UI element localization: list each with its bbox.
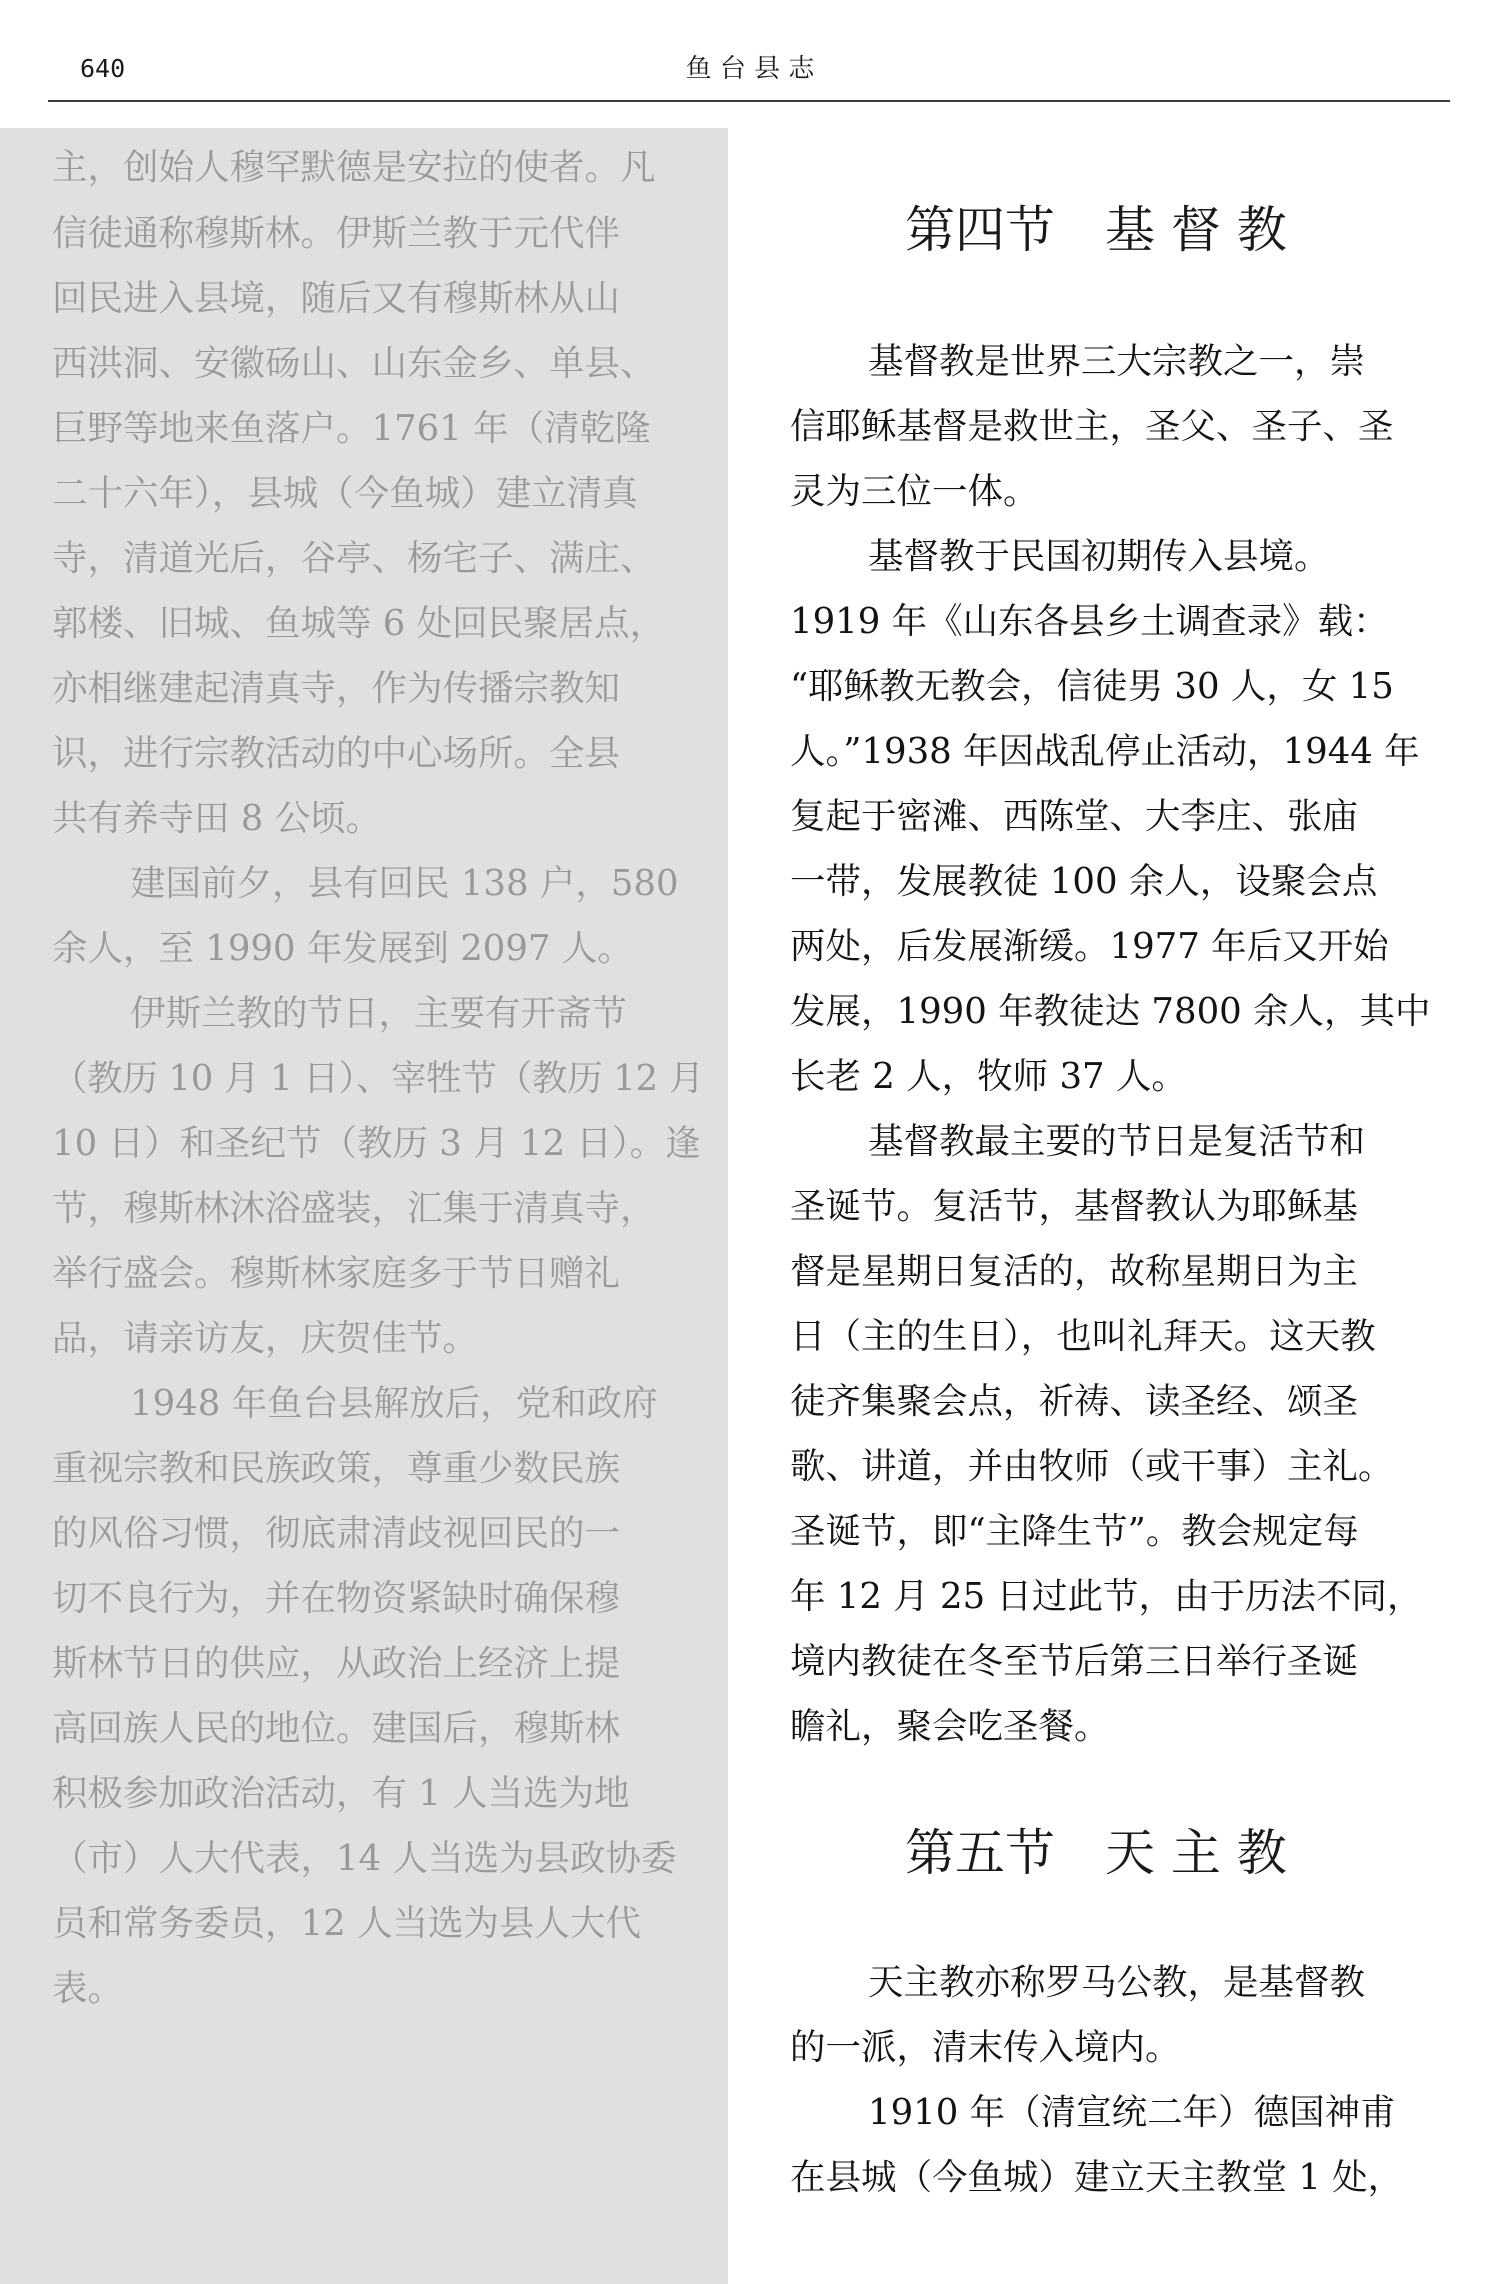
left-line: 巨野等地来鱼落户。1761 年（清乾隆 (52, 408, 651, 449)
left-line: 伊斯兰教的节日，主要有开斋节 (130, 993, 628, 1034)
right-line: 两处，后发展渐缓。1977 年后又开始 (790, 926, 1389, 967)
right-line: 年 12 月 25 日过此节，由于历法不同， (790, 1576, 1423, 1617)
left-line: 共有养寺田 8 公顷。 (52, 798, 382, 839)
left-line: 郭楼、旧城、鱼城等 6 处回民聚居点， (52, 603, 666, 644)
right-line: 徒齐集聚会点，祈祷、读圣经、颂圣 (790, 1381, 1359, 1422)
left-line: 斯林节日的供应，从政治上经济上提 (52, 1643, 621, 1684)
left-line: 表。 (52, 1968, 124, 2009)
left-line: 建国前夕，县有回民 138 户，580 (130, 863, 679, 904)
right-line: 基督教最主要的节日是复活节和 (868, 1121, 1366, 1162)
left-line: 切不良行为，并在物资紧缺时确保穆 (52, 1578, 621, 1619)
left-line: 信徒通称穆斯林。伊斯兰教于元代伴 (52, 213, 621, 254)
right-line: 督是星期日复活的，故称星期日为主 (790, 1251, 1359, 1292)
right-line: 一带，发展教徒 100 余人，设聚会点 (790, 861, 1378, 902)
left-line: 寺，清道光后，谷亭、杨宅子、满庄、 (52, 538, 656, 579)
right-line: 瞻礼，聚会吃圣餐。 (790, 1706, 1110, 1747)
header-rule (48, 100, 1450, 102)
right-line: 发展，1990 年教徒达 7800 余人，其中 (790, 991, 1431, 1032)
right-line: 的一派，清末传入境内。 (790, 2027, 1181, 2068)
section-heading-christianity: 第四节 基 督 教 (905, 201, 1287, 259)
left-line: 回民进入县境，随后又有穆斯林从山 (52, 278, 621, 319)
right-line: 境内教徒在冬至节后第三日举行圣诞 (790, 1641, 1359, 1682)
left-line: 的风俗习惯，彻底肃清歧视回民的一 (52, 1513, 621, 1554)
right-line: 复起于密滩、西陈堂、大李庄、张庙 (790, 796, 1359, 837)
left-line: （教历 10 月 1 日）、宰牲节（教历 12 月 (52, 1058, 704, 1099)
left-line: （市）人大代表，14 人当选为县政协委 (52, 1838, 677, 1879)
left-line: 二十六年），县城（今鱼城）建立清真 (52, 473, 638, 514)
left-line: 高回族人民的地位。建国后，穆斯林 (52, 1708, 621, 1749)
right-line: 圣诞节，即“主降生节”。教会规定每 (790, 1511, 1359, 1552)
left-line: 1948 年鱼台县解放后，党和政府 (130, 1383, 658, 1424)
left-line: 举行盛会。穆斯林家庭多于节日赠礼 (52, 1253, 621, 1294)
left-line: 员和常务委员，12 人当选为县人大代 (52, 1903, 641, 1944)
right-line: 1910 年（清宣统二年）德国神甫 (868, 2092, 1396, 2133)
right-line: 在县城（今鱼城）建立天主教堂 1 处， (790, 2157, 1404, 2198)
right-line: 歌、讲道，并由牧师（或干事）主礼。 (790, 1446, 1394, 1487)
left-line: 积极参加政治活动，有 1 人当选为地 (52, 1773, 630, 1814)
left-line: 品，请亲访友，庆贺佳节。 (52, 1318, 479, 1359)
left-line: 主，创始人穆罕默德是安拉的使者。凡 (52, 147, 656, 188)
left-line: 亦相继建起清真寺，作为传播宗教知 (52, 668, 621, 709)
left-line: 西洪洞、安徽砀山、山东金乡、单县、 (52, 343, 656, 384)
right-line: 圣诞节。复活节，基督教认为耶稣基 (790, 1186, 1359, 1227)
running-title: 鱼 台 县 志 (685, 54, 815, 84)
left-line: 节，穆斯林沐浴盛装，汇集于清真寺， (52, 1188, 656, 1229)
right-line: “耶稣教无教会，信徒男 30 人，女 15 (790, 666, 1394, 707)
left-line: 余人，至 1990 年发展到 2097 人。 (52, 928, 633, 969)
right-line: 天主教亦称罗马公教，是基督教 (868, 1962, 1366, 2003)
left-line: 识，进行宗教活动的中心场所。全县 (52, 733, 621, 774)
left-line: 10 日）和圣纪节（教历 3 月 12 日）。逢 (52, 1123, 701, 1164)
page-number: 640 (80, 54, 126, 83)
left-line: 重视宗教和民族政策，尊重少数民族 (52, 1448, 621, 1489)
section-heading-catholicism: 第五节 天 主 教 (905, 1824, 1287, 1882)
right-line: 基督教于民国初期传入县境。 (868, 536, 1330, 577)
right-line: 人。”1938 年因战乱停止活动，1944 年 (790, 731, 1420, 772)
right-line: 日（主的生日），也叫礼拜天。这天教 (790, 1316, 1376, 1357)
right-line: 1919 年《山东各县乡土调查录》载： (790, 601, 1389, 642)
right-line: 基督教是世界三大宗教之一，崇 (868, 341, 1366, 382)
right-line: 灵为三位一体。 (790, 471, 1039, 512)
right-line: 信耶稣基督是救世主，圣父、圣子、圣 (790, 406, 1394, 447)
right-line: 长老 2 人，牧师 37 人。 (790, 1056, 1187, 1097)
